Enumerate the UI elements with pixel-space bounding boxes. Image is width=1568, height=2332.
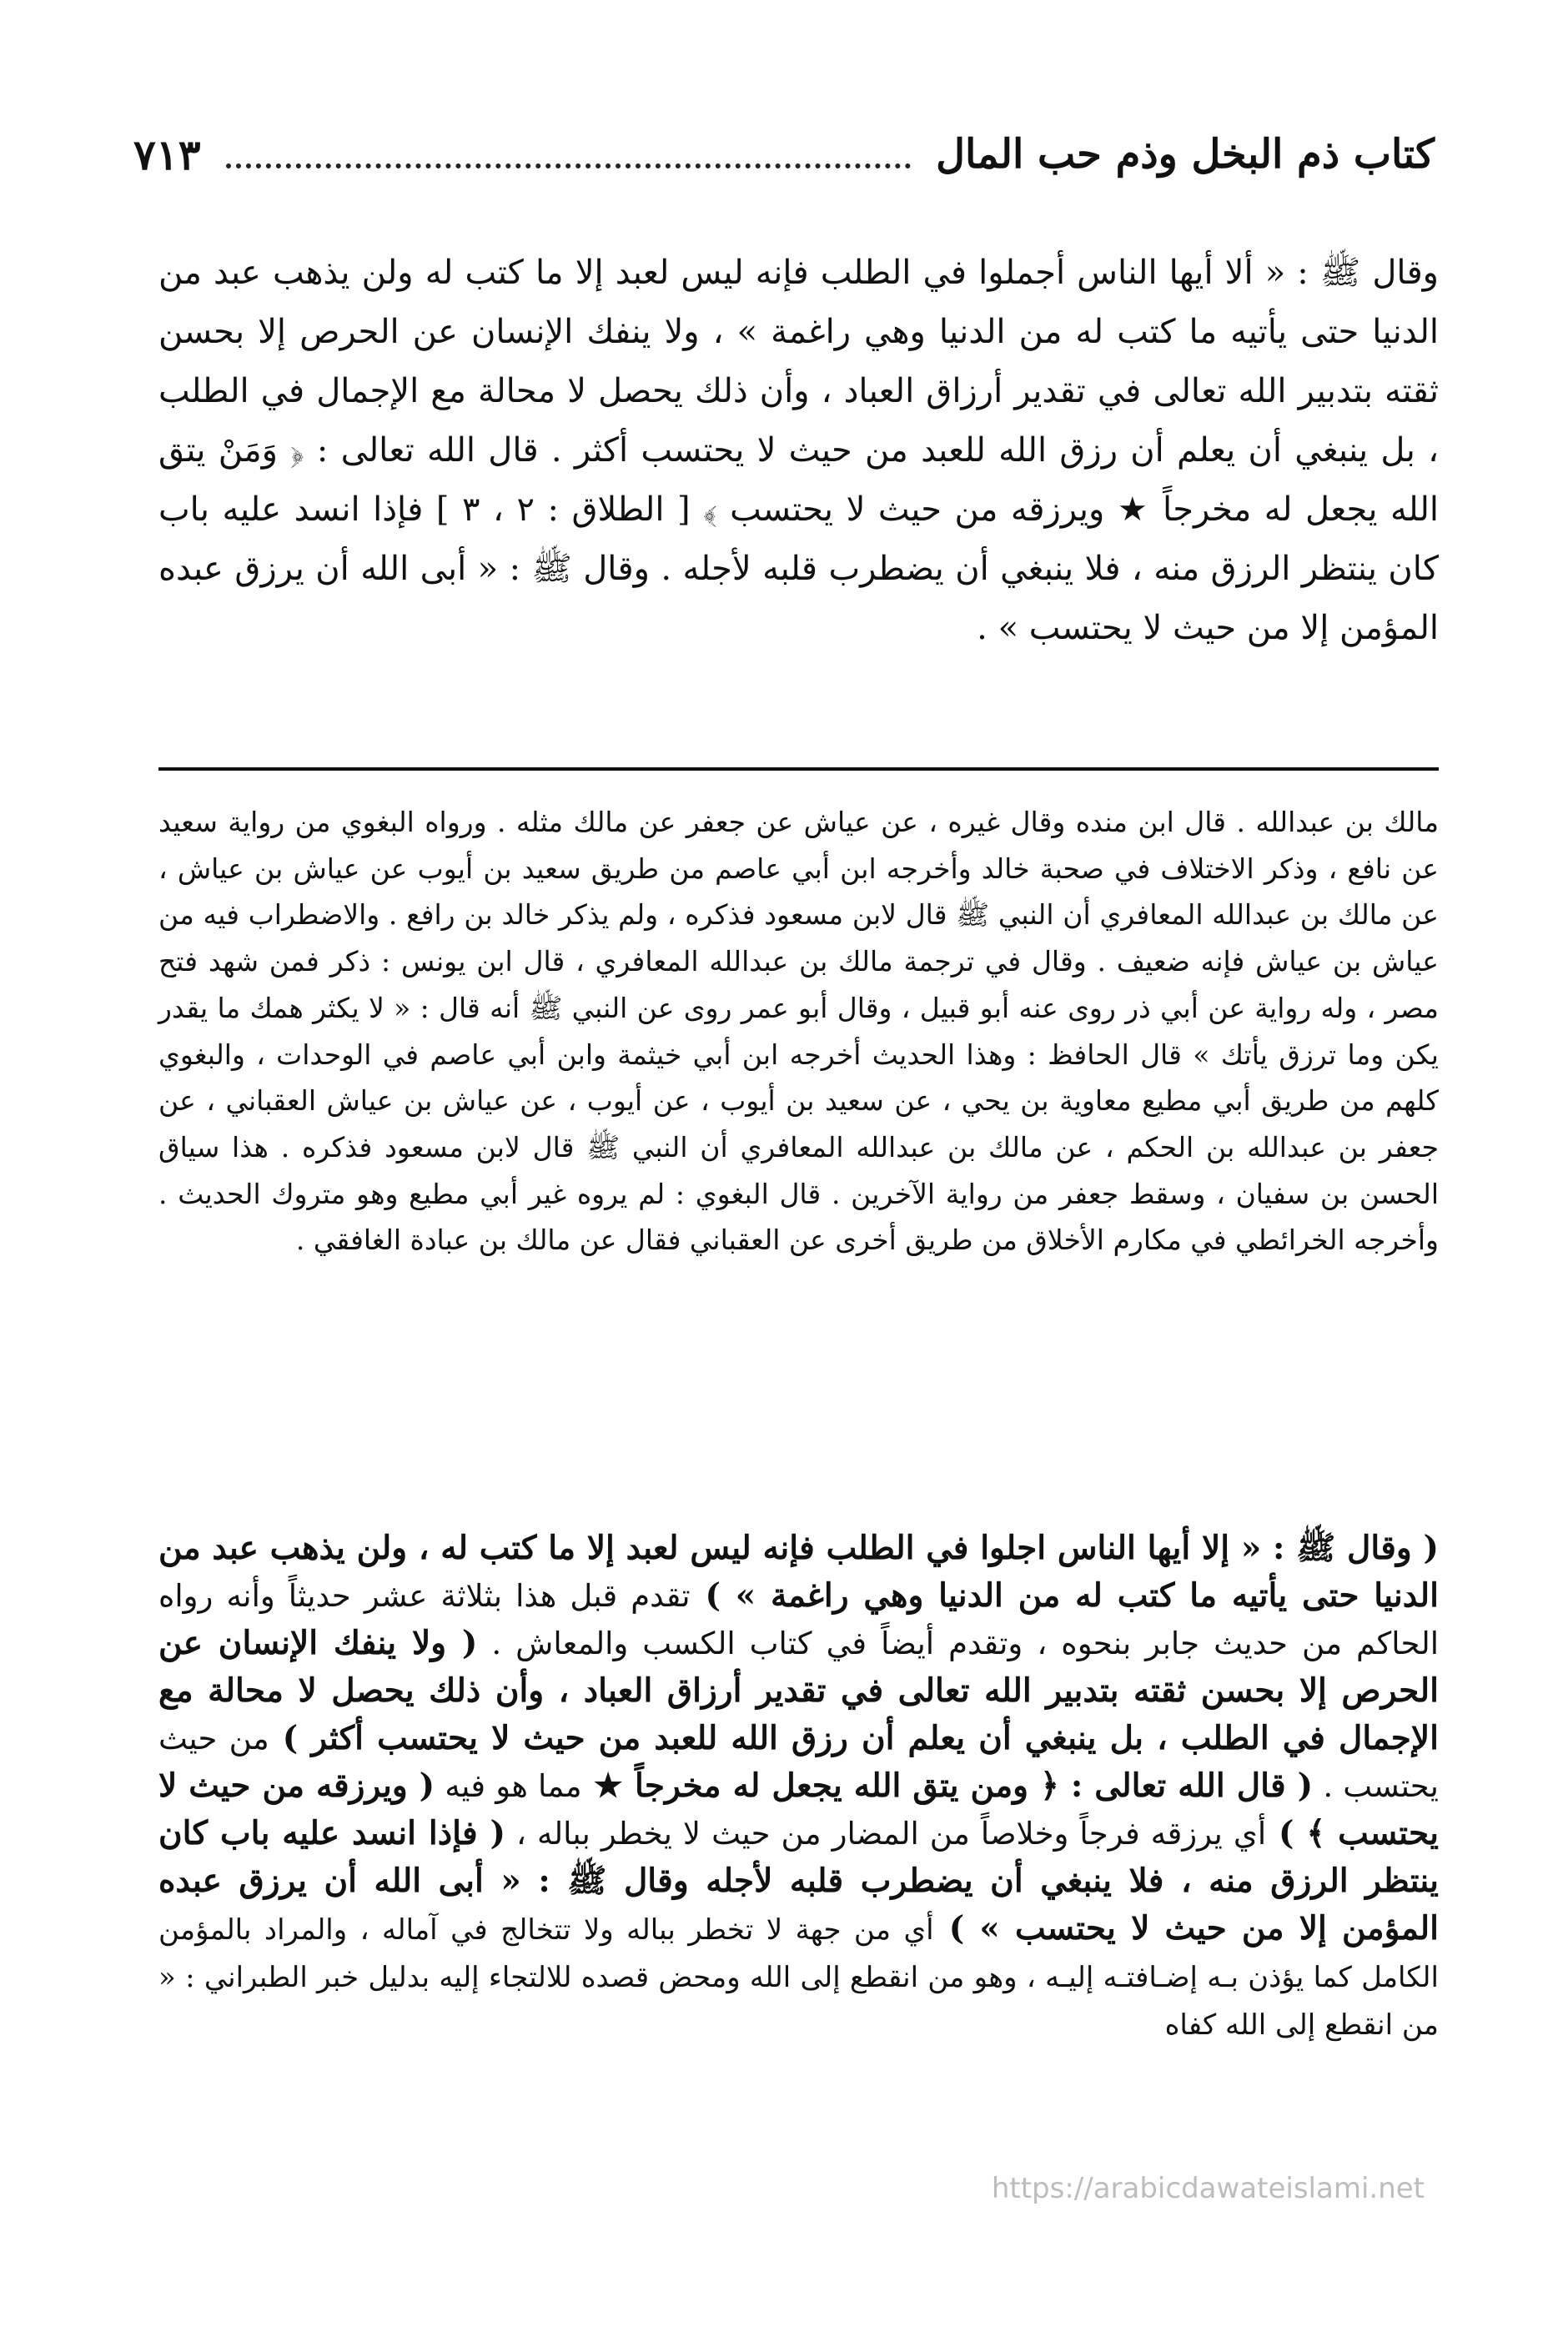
- commentary-note: مما هو فيه: [435, 1768, 582, 1804]
- footnote-paragraph: مالك بن عبدالله . قال ابن منده وقال غيره ، عن عياش عن جعفر عن مالك مثله . ورواه البغوي من رواية سعيد عن نافع ، وذكر الاختلاف في صحبة خالد وأخرجه ابن أبي عاصم من طريق سعيد بن أيوب عن عياش بن عياش ، عن مالك بن عبدالله المعافري أن النبي ﷺ قال لابن مسعود فذكره ، ولم يذكر خالد بن رافع . والاضطراب فيه من عياش بن عياش فإنه ضعيف . وقال في ترجمة مالك بن عبدالله المعافري ، قال ابن يونس : ذكر فمن شهد فتح مصر ، وله رواية عن أبي ذر روى عنه أبو قبيل ، وقال أبو عمر روى عن النبي ﷺ أنه قال : « لا يكثر همك ما يقدر يكن وما ترزق يأتك » قال الحافظ : وهذا الحديث أخرجه ابن أبي خيثمة وابن أبي عاصم في الوحدات ، والبغوي كلهم من طريق أبي مطيع معاوية بن يحي ، عن سعيد بن أيوب ، عن أيوب ، عن عياش بن عياش العقباني ، عن جعفر بن عبدالله بن الحكم ، عن مالك بن عبدالله المعافري أن النبي ﷺ قال لابن مسعود فذكره . هذا سياق الحسن بن سفيان ، وسقط جعفر من رواية الآخرين . قال البغوي : لم يروه غير أبي مطيع وهو متروك الحديث . وأخرجه الخرائطي في مكارم الأخلاق من طريق أخرى عن العقباني فقال عن مالك بن عبادة الغافقي .: [158, 806, 1439, 1257]
- page-number: ٧١٣: [133, 129, 201, 179]
- footnote: [158, 799, 1439, 1264]
- commentary-quote: ( وقال ﷺ : « إلا أيها الناس اجلوا في الطلب فإنه ليس لعبد إلا ما كتب له ، ولن يذهب عبد من الدنيا حتى يأتيه ما كتب له من الدنيا وهي راغمة » ): [158, 1529, 1439, 1615]
- chapter-title: كتاب ذم البخل وذم حب المال: [936, 131, 1435, 178]
- running-header: [133, 117, 1435, 192]
- commentary-note: من حيث يحتسب .: [158, 1721, 1439, 1804]
- commentary-note: أي يرزقه فرجاً وخلاصاً من المضار من حيث لا يخطر بباله ،: [505, 1816, 1267, 1852]
- main-text-paragraph: وقال ﷺ : « ألا أيها الناس أجملوا في الطلب فإنه ليس لعبد إلا ما كتب له ولن يذهب عبد من الدنيا حتى يأتيه ما كتب له من الدنيا وهي راغمة » ، ولا ينفك الإنسان عن الحرص إلا بحسن ثقته بتدبير الله تعالى في تقدير أرزاق العباد ، وأن ذلك يحصل لا محالة مع الإجمال في الطلب ، بل ينبغي أن يعلم أن رزق الله للعبد من حيث لا يحتسب أكثر . قال الله تعالى : ﴿ وَمَنْ يتق الله يجعل له مخرجاً ★ ويرزقه من حيث لا يحتسب ﴾ [ الطلاق : ٢ ، ٣ ] فإذا انسد عليه باب كان ينتظر الرزق منه ، فلا ينبغي أن يضطرب قلبه لأجله . وقال ﷺ : « أبى الله أن يرزق عبده المؤمن إلا من حيث لا يحتسب » .: [158, 254, 1439, 647]
- commentary-quote: ( ويرزقه من حيث لا يحتسب ﴾ ): [158, 1767, 1439, 1852]
- commentary-paragraph: [158, 1525, 1439, 2048]
- watermark-url: https://arabicdawateislami.net: [991, 2172, 1425, 2205]
- commentary-note: أي من جهة لا تخطر بباله ولا تتخالج في آماله ، والمراد بالمؤمن الكامل كما يؤذن بـه إضـافتـه إليـه ، وهو من انقطع إلى الله ومحض قصده للالتجاء إليه بدليل خبر الطبراني : « من انقطع إلى الله كفاه: [158, 1913, 1439, 2042]
- commentary-quote: ( فإذا انسد عليه باب كان ينتظر الرزق منه ، فلا ينبغي أن يضطرب قلبه لأجله وقال ﷺ : « أبى الله أن يرزق عبده المؤمن إلا من حيث لا يحتسب » ): [158, 1814, 1439, 1948]
- commentary-quote: ( ولا ينفك الإنسان عن الحرص إلا بحسن ثقته بتدبير الله تعالى في تقدير أرزاق العباد ، وأن ذلك يحصل لا محالة مع الإجمال في الطلب ، بل ينبغي أن يعلم أن رزق الله للعبد من حيث لا يحتسب أكثر ): [158, 1624, 1439, 1757]
- footnote-separator: [158, 767, 1439, 771]
- main-text: [158, 244, 1439, 658]
- commentary-quote: ( قال الله تعالى : ﴿ ومن يتق الله يجعل له مخرجاً ★: [581, 1767, 1314, 1805]
- commentary-note: تقدم قبل هذا بثلاثة عشر حديثاً وأنه رواه الحاكم من حديث جابر بنحوه ، وتقدم أيضاً في كتاب الكسب والمعاش .: [158, 1578, 1439, 1661]
- leader-dots: [226, 163, 912, 168]
- commentary: [158, 1525, 1439, 2048]
